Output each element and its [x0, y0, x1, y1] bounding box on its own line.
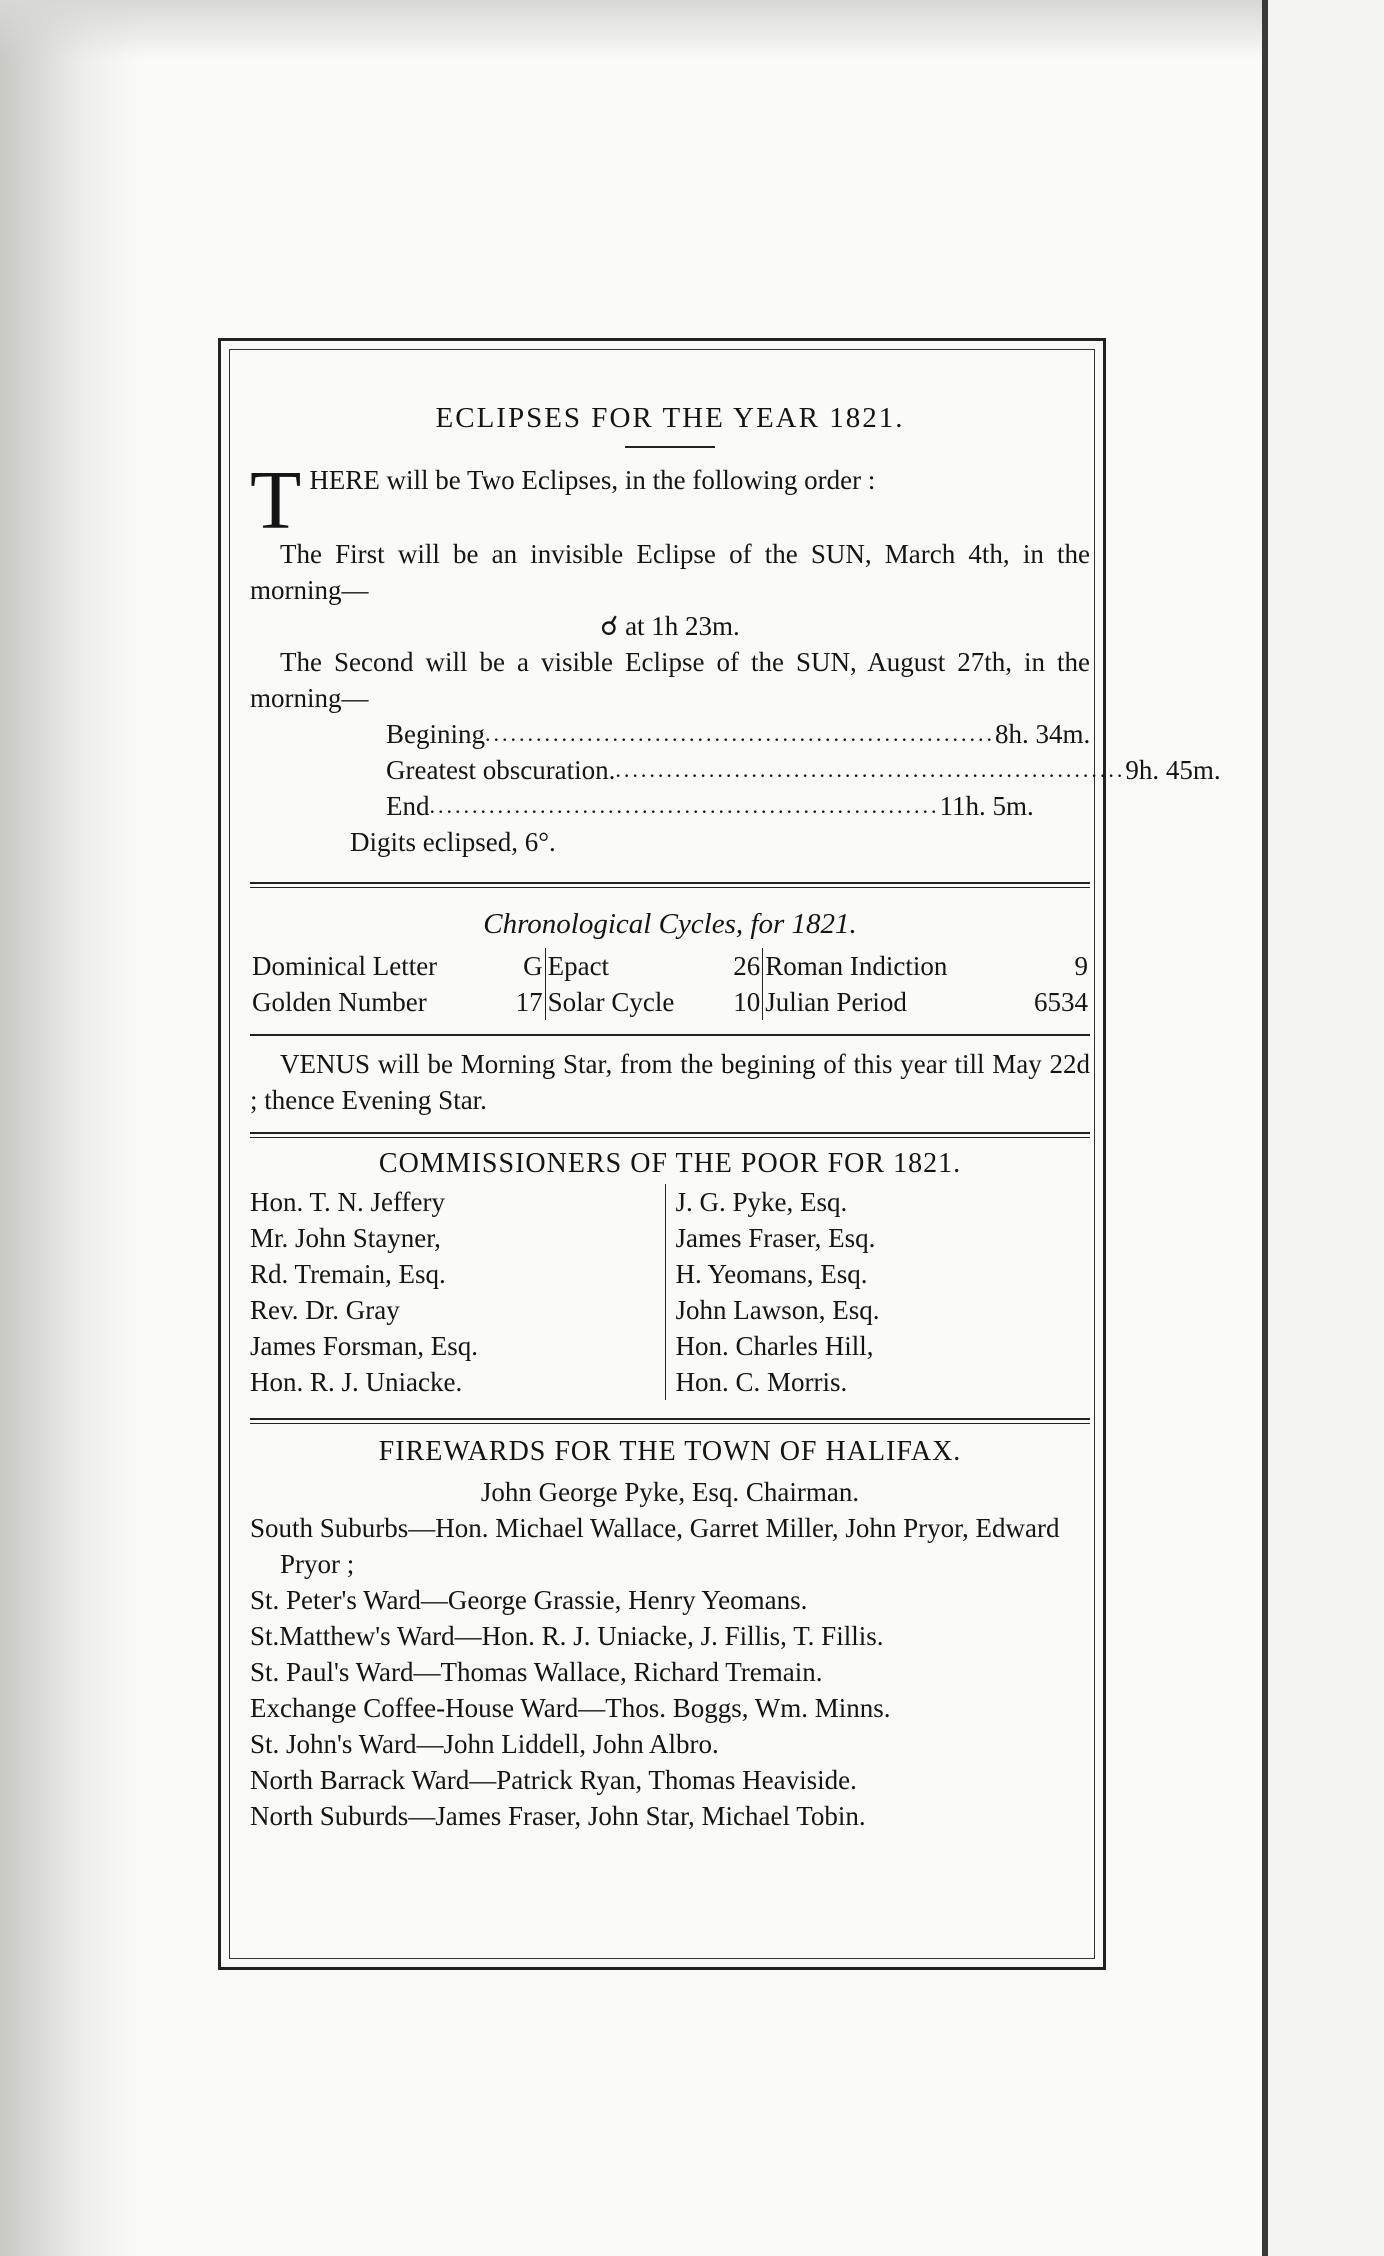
cycle-value: 26 — [721, 948, 763, 984]
list-item: Rd. Tremain, Esq. — [250, 1259, 446, 1289]
time-label: Greatest obscuration. — [386, 755, 616, 785]
cycle-value: G — [503, 948, 545, 984]
digits-eclipsed: Digits eclipsed, 6°. — [350, 827, 556, 857]
table-row — [250, 948, 1090, 984]
eclipse-time-end — [386, 788, 1034, 824]
dot-leader: ............................................................ — [615, 757, 1126, 782]
cycle-label: Dominical Letter — [252, 951, 438, 981]
list-item: Mr. John Stayner, — [250, 1223, 441, 1253]
list-item: James Forsman, Esq. — [250, 1331, 478, 1361]
list-item: North Barrack Ward—Patrick Ryan, Thomas Heaviside. — [250, 1765, 857, 1795]
eclipses-title: ECLIPSES FOR THE YEAR 1821. — [435, 402, 905, 434]
section-divider — [250, 1034, 1090, 1036]
commissioners-list — [250, 1184, 1090, 1400]
first-eclipse-text: The First will be an invisible Eclipse of the SUN, March 4th, in the morning— — [250, 539, 1090, 605]
cycle-label: Roman Indiction — [765, 951, 948, 981]
list-item: Hon. Charles Hill, — [675, 1331, 874, 1361]
title-rule — [625, 446, 715, 448]
cycle-label: Solar Cycle — [547, 987, 675, 1017]
cycles-table — [250, 948, 1090, 1020]
section-divider — [250, 1132, 1090, 1138]
commissioners-right-column — [666, 1184, 1091, 1400]
list-item: Hon. C. Morris. — [675, 1367, 848, 1397]
page-shadow-top — [0, 0, 1384, 60]
time-value: 9h. 45m. — [1125, 755, 1221, 785]
cycles-title: Chronological Cycles, for 1821. — [483, 908, 857, 940]
list-item: H. Yeomans, Esq. — [675, 1259, 868, 1289]
cycle-value: 10 — [721, 984, 763, 1020]
eclipses-intro-text: HERE will be Two Eclipses, in the following order : — [309, 465, 876, 495]
venus-notice: VENUS will be Morning Star, from the begining of this year till May 22d ; thence Evening Star. — [250, 1049, 1090, 1115]
firewards-title: FIREWARDS FOR THE TOWN OF HALIFAX. — [378, 1436, 962, 1467]
cycle-value: 6534 — [1034, 987, 1088, 1017]
list-item: North Suburds—James Fraser, John Star, Michael Tobin. — [250, 1801, 866, 1831]
list-item: Hon. T. N. Jeffery — [250, 1187, 445, 1217]
time-label: End — [386, 791, 430, 821]
list-item: Exchange Coffee-House Ward—Thos. Boggs, Wm. Minns. — [250, 1693, 891, 1723]
table-row — [250, 984, 1090, 1020]
cycle-label: Epact — [547, 951, 610, 981]
book-spine-line — [1262, 0, 1268, 2256]
list-item: John Lawson, Esq. — [675, 1295, 880, 1325]
list-item: St. John's Ward—John Liddell, John Albro. — [250, 1729, 719, 1759]
list-item: St.Matthew's Ward—Hon. R. J. Uniacke, J. Fillis, T. Fillis. — [250, 1621, 884, 1651]
almanac-content — [250, 400, 1221, 1834]
list-item: South Suburbs—Hon. Michael Wallace, Garret Miller, John Pryor, Edward Pryor ; — [250, 1513, 1060, 1579]
commissioners-left-column — [250, 1184, 666, 1400]
commissioners-title: COMMISSIONERS OF THE POOR FOR 1821. — [378, 1148, 962, 1179]
cycle-value: 9 — [1074, 951, 1088, 981]
eclipse-time-greatest — [386, 752, 1221, 788]
drop-cap: T — [250, 454, 302, 547]
list-item: J. G. Pyke, Esq. — [675, 1187, 848, 1217]
second-eclipse-text: The Second will be a visible Eclipse of the SUN, August 27th, in the morning— — [250, 647, 1090, 713]
eclipse-time-begining — [386, 716, 1091, 752]
first-eclipse-conjunction: ☌ at 1h 23m. — [600, 611, 740, 641]
section-divider — [250, 882, 1090, 888]
cycle-label: Julian Period — [765, 987, 907, 1017]
time-label: Begining — [386, 719, 485, 749]
dot-leader: ............................................................ — [429, 793, 940, 818]
list-item: Hon. R. J. Uniacke. — [250, 1367, 463, 1397]
section-divider — [250, 1418, 1090, 1424]
list-item: St. Paul's Ward—Thomas Wallace, Richard Tremain. — [250, 1657, 823, 1687]
page-shadow-left — [0, 0, 140, 2256]
list-item: St. Peter's Ward—George Grassie, Henry Yeomans. — [250, 1585, 808, 1615]
facing-page-edge — [1268, 0, 1384, 2256]
list-item: James Fraser, Esq. — [675, 1223, 876, 1253]
dot-leader: ............................................................ — [485, 721, 995, 746]
cycle-label: Golden Number — [252, 987, 427, 1017]
time-value: 11h. 5m. — [939, 791, 1034, 821]
time-value: 8h. 34m. — [995, 719, 1091, 749]
firewards-chairman: John George Pyke, Esq. Chairman. — [480, 1477, 860, 1507]
eclipses-intro — [250, 454, 1090, 547]
cycle-value: 17 — [503, 984, 545, 1020]
list-item: Rev. Dr. Gray — [250, 1295, 400, 1325]
